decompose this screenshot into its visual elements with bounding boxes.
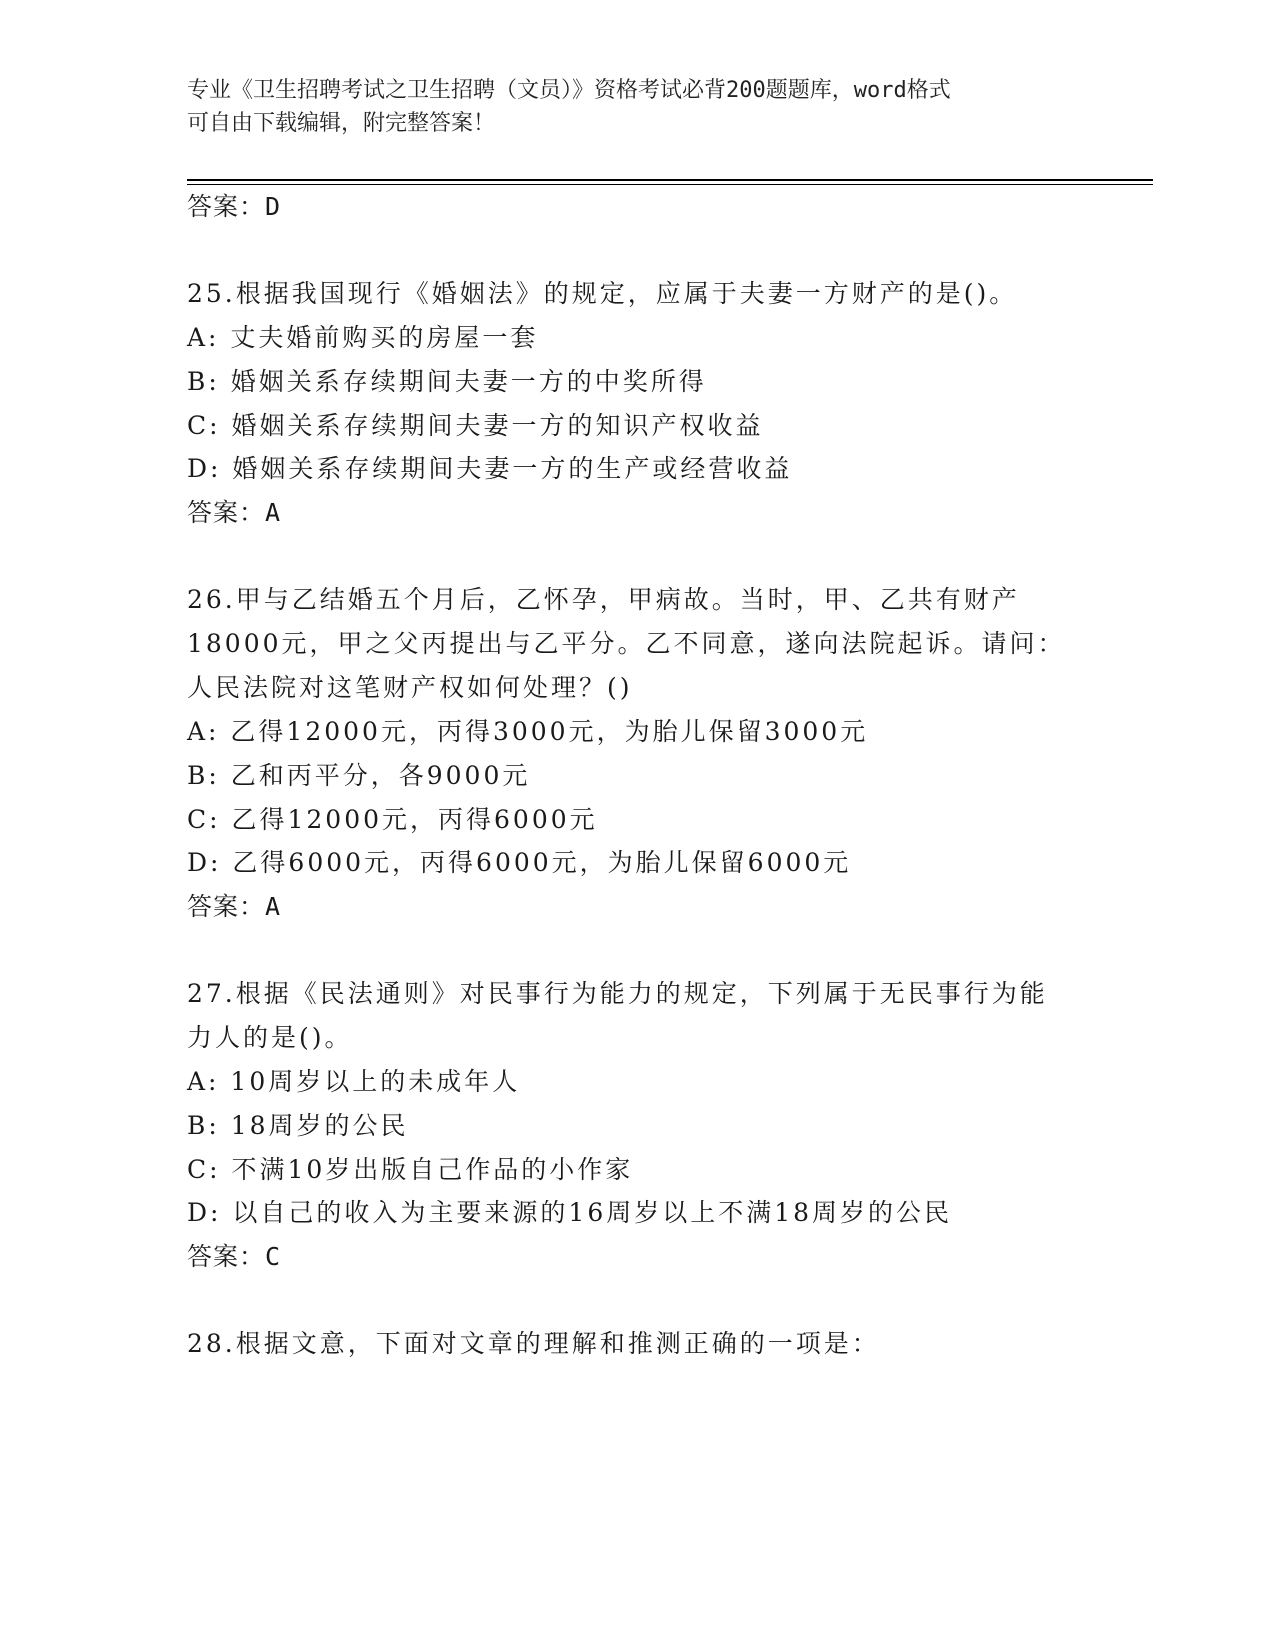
question-25-option-c: C: 婚姻关系存续期间夫妻一方的知识产权收益 [187,411,764,440]
question-28-stem: 28.根据文意，下面对文章的理解和推测正确的一项是： [187,1329,880,1358]
question-25-option-d: D: 婚姻关系存续期间夫妻一方的生产或经营收益 [187,454,793,483]
header-line-1: 专业《卫生招聘考试之卫生招聘（文员）》资格考试必背200题题库，word格式 [187,78,951,103]
question-25-option-a: A: 丈夫婚前购买的房屋一套 [187,323,539,352]
question-26-stem-line-3: 人民法院对这笔财产权如何处理？() [187,673,633,702]
header-rule-top [187,179,1153,181]
question-27-answer: 答案：C [187,1242,282,1271]
question-27-option-c: C: 不满10岁出版自己作品的小作家 [187,1155,634,1184]
question-25-stem: 25.根据我国现行《婚姻法》的规定，应属于夫妻一方财产的是()。 [187,279,1018,308]
question-25-option-b: B: 婚姻关系存续期间夫妻一方的中奖所得 [187,367,707,396]
question-27-option-a: A: 10周岁以上的未成年人 [187,1067,521,1096]
question-27-option-b: B: 18周岁的公民 [187,1111,409,1140]
header-rule-bottom [187,184,1153,185]
question-26-stem-line-2: 18000元，甲之父丙提出与乙平分。乙不同意，遂向法院起诉。请问： [187,629,1066,658]
question-27-stem-line-2: 力人的是()。 [187,1023,353,1052]
question-25-answer: 答案：A [187,498,282,527]
question-26-stem-line-1: 26.甲与乙结婚五个月后，乙怀孕，甲病故。当时，甲、乙共有财产 [187,585,1020,614]
question-26-option-c: C: 乙得12000元，丙得6000元 [187,805,598,834]
header-line-2: 可自由下载编辑，附完整答案！ [187,111,496,136]
question-26-option-d: D: 乙得6000元，丙得6000元，为胎儿保留6000元 [187,848,852,877]
question-26-option-b: B: 乙和丙平分，各9000元 [187,761,531,790]
question-27-option-d: D: 以自己的收入为主要来源的16周岁以上不满18周岁的公民 [187,1198,953,1227]
document-header [187,74,1067,140]
question-26-option-a: A: 乙得12000元，丙得3000元，为胎儿保留3000元 [187,717,869,746]
question-27-stem-line-1: 27.根据《民法通则》对民事行为能力的规定，下列属于无民事行为能 [187,979,1048,1008]
question-26-answer: 答案：A [187,892,282,921]
previous-answer: 答案：D [187,192,282,221]
